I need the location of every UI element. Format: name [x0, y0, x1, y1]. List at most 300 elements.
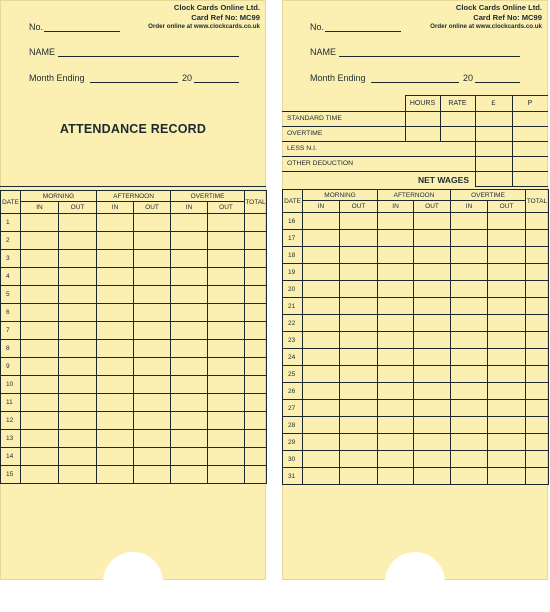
overtime-in-cell[interactable] — [171, 340, 208, 358]
total-cell[interactable] — [526, 213, 549, 230]
day-number: 6 — [1, 304, 21, 322]
morning-out-cell[interactable] — [340, 264, 378, 281]
afternoon-out-cell[interactable] — [414, 468, 451, 485]
day-row — [1, 214, 267, 232]
afternoon-out-cell[interactable] — [414, 213, 451, 230]
overtime-in-cell[interactable] — [171, 250, 208, 268]
morning-out-cell[interactable] — [340, 434, 378, 451]
overtime-in-cell[interactable] — [451, 281, 488, 298]
total-cell[interactable] — [526, 332, 549, 349]
afternoon-out-cell[interactable] — [134, 268, 171, 286]
morning-out-cell[interactable] — [59, 412, 97, 430]
afternoon-in-cell[interactable] — [97, 358, 134, 376]
attendance-table-back — [282, 189, 549, 485]
overtime-in-cell[interactable] — [451, 434, 488, 451]
total-cell[interactable] — [245, 358, 267, 376]
morning-out-cell[interactable] — [59, 358, 97, 376]
afternoon-out-cell[interactable] — [134, 286, 171, 304]
name-label: NAME — [310, 47, 337, 57]
total-cell[interactable] — [245, 430, 267, 448]
day-number: 5 — [1, 286, 21, 304]
attendance-record-title: ATTENDANCE RECORD — [59, 122, 207, 136]
morning-header: MORNING — [21, 191, 97, 202]
morning-in-cell[interactable] — [303, 230, 340, 247]
morning-out-cell[interactable] — [340, 213, 378, 230]
day-number: 12 — [1, 412, 21, 430]
overtime-out-cell[interactable] — [488, 247, 526, 264]
card-ref: Card Ref No: MC99 — [473, 12, 542, 22]
morning-in-cell[interactable] — [303, 332, 340, 349]
afternoon-in-cell[interactable] — [378, 366, 414, 383]
day-number: 14 — [1, 448, 21, 466]
afternoon-out-cell[interactable] — [414, 264, 451, 281]
afternoon-in-cell[interactable] — [97, 322, 134, 340]
afternoon-in-cell[interactable] — [97, 340, 134, 358]
total-cell[interactable] — [526, 230, 549, 247]
total-cell[interactable] — [526, 298, 549, 315]
overtime-in-cell[interactable] — [171, 304, 208, 322]
afternoon-out-cell[interactable] — [414, 247, 451, 264]
total-cell[interactable] — [245, 412, 267, 430]
date-header: DATE — [283, 190, 303, 213]
overtime-out-cell[interactable] — [488, 281, 526, 298]
afternoon-out-cell[interactable] — [134, 232, 171, 250]
day-row — [283, 400, 549, 417]
overtime-in-cell[interactable] — [171, 322, 208, 340]
morning-out-cell[interactable] — [59, 232, 97, 250]
other-deduction-label: OTHER DEDUCTION — [287, 160, 354, 167]
day-row — [1, 430, 267, 448]
total-cell[interactable] — [526, 247, 549, 264]
afternoon-in-cell[interactable] — [378, 315, 414, 332]
total-cell[interactable] — [526, 434, 549, 451]
afternoon-in-cell[interactable] — [97, 268, 134, 286]
total-cell[interactable] — [245, 304, 267, 322]
afternoon-in-header: IN — [378, 201, 414, 213]
afternoon-out-cell[interactable] — [414, 332, 451, 349]
afternoon-out-cell[interactable] — [414, 400, 451, 417]
afternoon-in-cell[interactable] — [378, 349, 414, 366]
morning-in-cell[interactable] — [21, 430, 59, 448]
day-number: 16 — [283, 213, 303, 230]
day-row — [1, 232, 267, 250]
afternoon-in-cell[interactable] — [378, 468, 414, 485]
year-prefix: 20 — [463, 73, 474, 83]
overtime-label: OVERTIME — [287, 130, 323, 137]
card-notch — [103, 552, 163, 612]
overtime-out-cell[interactable] — [488, 468, 526, 485]
total-cell[interactable] — [526, 315, 549, 332]
total-cell[interactable] — [245, 394, 267, 412]
overtime-in-cell[interactable] — [451, 315, 488, 332]
morning-out-cell[interactable] — [59, 448, 97, 466]
day-row — [1, 268, 267, 286]
overtime-in-header: IN — [451, 201, 488, 213]
morning-out-cell[interactable] — [59, 322, 97, 340]
afternoon-in-cell[interactable] — [97, 250, 134, 268]
afternoon-out-cell[interactable] — [414, 434, 451, 451]
day-number: 10 — [1, 376, 21, 394]
name-line[interactable] — [58, 56, 239, 57]
day-number: 30 — [283, 451, 303, 468]
standard-time-label: STANDARD TIME — [287, 115, 342, 122]
afternoon-out-cell[interactable] — [414, 366, 451, 383]
morning-in-cell[interactable] — [21, 214, 59, 232]
afternoon-in-cell[interactable] — [97, 466, 134, 484]
morning-out-cell[interactable] — [59, 286, 97, 304]
morning-out-cell[interactable] — [340, 298, 378, 315]
morning-out-cell[interactable] — [59, 466, 97, 484]
afternoon-out-cell[interactable] — [414, 451, 451, 468]
overtime-in-cell[interactable] — [171, 448, 208, 466]
overtime-out-cell[interactable] — [488, 213, 526, 230]
morning-out-cell[interactable] — [59, 340, 97, 358]
overtime-in-cell[interactable] — [451, 400, 488, 417]
overtime-in-cell[interactable] — [451, 247, 488, 264]
overtime-out-cell[interactable] — [488, 451, 526, 468]
month-ending-line[interactable] — [371, 82, 459, 83]
morning-out-cell[interactable] — [340, 366, 378, 383]
morning-in-cell[interactable] — [21, 376, 59, 394]
total-cell[interactable] — [245, 268, 267, 286]
morning-in-cell[interactable] — [303, 213, 340, 230]
total-cell[interactable] — [245, 448, 267, 466]
day-row — [1, 376, 267, 394]
morning-out-cell[interactable] — [59, 430, 97, 448]
afternoon-in-cell[interactable] — [97, 376, 134, 394]
morning-in-cell[interactable] — [21, 448, 59, 466]
morning-out-header: OUT — [59, 202, 97, 214]
year-line[interactable] — [194, 82, 239, 83]
order-online-text: Order online at www.clockcards.co.uk — [430, 23, 542, 30]
morning-out-cell[interactable] — [340, 247, 378, 264]
morning-in-cell[interactable] — [21, 250, 59, 268]
number-line[interactable] — [325, 31, 401, 32]
overtime-out-cell[interactable] — [488, 332, 526, 349]
day-row — [283, 434, 549, 451]
overtime-out-cell[interactable] — [208, 358, 245, 376]
card-notch — [385, 552, 445, 612]
morning-out-cell[interactable] — [340, 451, 378, 468]
overtime-in-cell[interactable] — [451, 298, 488, 315]
overtime-in-cell[interactable] — [451, 349, 488, 366]
rate-header: RATE — [448, 99, 467, 107]
morning-out-cell[interactable] — [340, 400, 378, 417]
morning-out-cell[interactable] — [59, 250, 97, 268]
afternoon-in-cell[interactable] — [378, 213, 414, 230]
overtime-out-cell[interactable] — [488, 315, 526, 332]
total-cell[interactable] — [245, 376, 267, 394]
morning-in-cell[interactable] — [303, 434, 340, 451]
afternoon-out-cell[interactable] — [414, 417, 451, 434]
morning-in-header: IN — [303, 201, 340, 213]
day-number: 1 — [1, 214, 21, 232]
overtime-out-cell[interactable] — [488, 349, 526, 366]
total-header: TOTAL — [245, 191, 267, 214]
clock-card-front — [0, 0, 266, 580]
overtime-in-cell[interactable] — [451, 451, 488, 468]
afternoon-out-cell[interactable] — [134, 448, 171, 466]
day-number: 19 — [283, 264, 303, 281]
afternoon-out-cell[interactable] — [414, 383, 451, 400]
day-number: 2 — [1, 232, 21, 250]
afternoon-in-cell[interactable] — [378, 230, 414, 247]
afternoon-out-cell[interactable] — [134, 394, 171, 412]
overtime-out-cell[interactable] — [488, 400, 526, 417]
day-number: 31 — [283, 468, 303, 485]
afternoon-in-cell[interactable] — [378, 281, 414, 298]
day-row — [1, 322, 267, 340]
overtime-in-cell[interactable] — [451, 332, 488, 349]
overtime-out-cell[interactable] — [208, 286, 245, 304]
overtime-in-cell[interactable] — [451, 213, 488, 230]
total-cell[interactable] — [245, 340, 267, 358]
overtime-in-cell[interactable] — [171, 430, 208, 448]
afternoon-in-cell[interactable] — [97, 304, 134, 322]
overtime-out-cell[interactable] — [488, 230, 526, 247]
overtime-out-cell[interactable] — [488, 298, 526, 315]
order-online-text: Order online at www.clockcards.co.uk — [148, 23, 260, 30]
afternoon-out-cell[interactable] — [134, 466, 171, 484]
total-cell[interactable] — [526, 451, 549, 468]
morning-in-cell[interactable] — [303, 281, 340, 298]
overtime-in-cell[interactable] — [451, 383, 488, 400]
morning-in-cell[interactable] — [21, 268, 59, 286]
day-number: 9 — [1, 358, 21, 376]
morning-in-header: IN — [21, 202, 59, 214]
afternoon-in-cell[interactable] — [378, 247, 414, 264]
afternoon-in-cell[interactable] — [378, 298, 414, 315]
day-number: 4 — [1, 268, 21, 286]
afternoon-out-cell[interactable] — [414, 315, 451, 332]
total-cell[interactable] — [526, 264, 549, 281]
day-number: 20 — [283, 281, 303, 298]
total-cell[interactable] — [245, 322, 267, 340]
morning-out-cell[interactable] — [340, 417, 378, 434]
total-cell[interactable] — [526, 400, 549, 417]
afternoon-out-cell[interactable] — [414, 298, 451, 315]
overtime-in-cell[interactable] — [171, 358, 208, 376]
day-number: 3 — [1, 250, 21, 268]
day-row — [283, 349, 549, 366]
day-number: 29 — [283, 434, 303, 451]
day-row — [1, 394, 267, 412]
overtime-out-cell[interactable] — [208, 430, 245, 448]
morning-in-cell[interactable] — [303, 417, 340, 434]
overtime-in-cell[interactable] — [171, 214, 208, 232]
card-ref: Card Ref No: MC99 — [191, 12, 260, 22]
morning-in-cell[interactable] — [21, 340, 59, 358]
afternoon-in-cell[interactable] — [97, 214, 134, 232]
morning-out-cell[interactable] — [59, 394, 97, 412]
overtime-out-cell[interactable] — [208, 466, 245, 484]
morning-out-cell[interactable] — [340, 468, 378, 485]
pence-header: P — [527, 99, 533, 107]
morning-in-cell[interactable] — [303, 366, 340, 383]
afternoon-out-cell[interactable] — [134, 322, 171, 340]
total-header: TOTAL — [526, 190, 549, 213]
name-line[interactable] — [339, 56, 520, 57]
morning-out-cell[interactable] — [59, 376, 97, 394]
overtime-out-cell[interactable] — [488, 417, 526, 434]
morning-in-cell[interactable] — [21, 394, 59, 412]
overtime-out-cell[interactable] — [488, 264, 526, 281]
company-name: Clock Cards Online Ltd. — [173, 3, 260, 12]
overtime-in-cell[interactable] — [171, 394, 208, 412]
overtime-out-cell[interactable] — [488, 366, 526, 383]
morning-out-cell[interactable] — [340, 230, 378, 247]
afternoon-in-cell[interactable] — [378, 400, 414, 417]
overtime-out-cell[interactable] — [208, 268, 245, 286]
afternoon-in-cell[interactable] — [378, 264, 414, 281]
morning-in-cell[interactable] — [21, 322, 59, 340]
overtime-in-cell[interactable] — [171, 466, 208, 484]
number-label: No. — [29, 22, 44, 32]
afternoon-out-cell[interactable] — [134, 304, 171, 322]
day-row — [283, 451, 549, 468]
overtime-in-cell[interactable] — [171, 376, 208, 394]
overtime-in-cell[interactable] — [171, 268, 208, 286]
overtime-in-cell[interactable] — [171, 286, 208, 304]
overtime-out-cell[interactable] — [208, 232, 245, 250]
afternoon-out-cell[interactable] — [134, 430, 171, 448]
day-row — [283, 247, 549, 264]
afternoon-in-cell[interactable] — [378, 332, 414, 349]
afternoon-out-cell[interactable] — [414, 230, 451, 247]
overtime-in-cell[interactable] — [451, 230, 488, 247]
day-number: 13 — [1, 430, 21, 448]
afternoon-in-cell[interactable] — [97, 232, 134, 250]
afternoon-out-header: OUT — [414, 201, 451, 213]
morning-in-cell[interactable] — [303, 468, 340, 485]
afternoon-in-cell[interactable] — [97, 430, 134, 448]
month-ending-line[interactable] — [90, 82, 178, 83]
day-number: 15 — [1, 466, 21, 484]
day-number: 26 — [283, 383, 303, 400]
morning-out-cell[interactable] — [59, 214, 97, 232]
day-row — [283, 230, 549, 247]
day-number: 25 — [283, 366, 303, 383]
afternoon-out-cell[interactable] — [134, 358, 171, 376]
total-cell[interactable] — [526, 417, 549, 434]
overtime-out-cell[interactable] — [208, 412, 245, 430]
number-label: No. — [310, 22, 325, 32]
total-cell[interactable] — [245, 286, 267, 304]
morning-in-cell[interactable] — [303, 349, 340, 366]
year-line[interactable] — [475, 82, 520, 83]
year-prefix: 20 — [182, 73, 193, 83]
afternoon-in-cell[interactable] — [378, 451, 414, 468]
total-cell[interactable] — [526, 349, 549, 366]
day-number: 7 — [1, 322, 21, 340]
day-row — [283, 315, 549, 332]
morning-in-cell[interactable] — [21, 304, 59, 322]
afternoon-in-cell[interactable] — [97, 412, 134, 430]
morning-in-cell[interactable] — [21, 358, 59, 376]
total-cell[interactable] — [245, 250, 267, 268]
morning-in-cell[interactable] — [303, 451, 340, 468]
overtime-out-cell[interactable] — [208, 340, 245, 358]
total-cell[interactable] — [245, 232, 267, 250]
total-cell[interactable] — [526, 468, 549, 485]
morning-in-cell[interactable] — [303, 264, 340, 281]
morning-in-cell[interactable] — [21, 232, 59, 250]
overtime-out-cell[interactable] — [208, 376, 245, 394]
afternoon-in-cell[interactable] — [378, 383, 414, 400]
total-cell[interactable] — [245, 214, 267, 232]
morning-in-cell[interactable] — [303, 247, 340, 264]
day-row — [1, 250, 267, 268]
morning-in-cell[interactable] — [303, 315, 340, 332]
overtime-in-cell[interactable] — [451, 264, 488, 281]
morning-header: MORNING — [303, 190, 378, 201]
morning-in-cell[interactable] — [21, 412, 59, 430]
afternoon-in-cell[interactable] — [378, 434, 414, 451]
less-ni-label: LESS N.I. — [287, 145, 317, 152]
afternoon-in-cell[interactable] — [97, 286, 134, 304]
morning-in-cell[interactable] — [303, 400, 340, 417]
day-row — [1, 340, 267, 358]
morning-out-cell[interactable] — [59, 304, 97, 322]
afternoon-out-cell[interactable] — [134, 376, 171, 394]
afternoon-out-cell[interactable] — [414, 349, 451, 366]
overtime-out-cell[interactable] — [208, 250, 245, 268]
overtime-in-cell[interactable] — [171, 412, 208, 430]
total-cell[interactable] — [526, 366, 549, 383]
overtime-out-cell[interactable] — [208, 214, 245, 232]
afternoon-out-cell[interactable] — [134, 340, 171, 358]
morning-in-cell[interactable] — [303, 298, 340, 315]
afternoon-in-cell[interactable] — [97, 448, 134, 466]
afternoon-out-cell[interactable] — [134, 250, 171, 268]
afternoon-in-cell[interactable] — [378, 417, 414, 434]
total-cell[interactable] — [245, 466, 267, 484]
overtime-header: OVERTIME — [171, 191, 245, 202]
morning-out-cell[interactable] — [340, 332, 378, 349]
morning-in-cell[interactable] — [21, 286, 59, 304]
morning-out-cell[interactable] — [340, 315, 378, 332]
overtime-out-cell[interactable] — [208, 322, 245, 340]
overtime-in-cell[interactable] — [451, 366, 488, 383]
overtime-out-cell[interactable] — [208, 304, 245, 322]
afternoon-out-cell[interactable] — [414, 281, 451, 298]
total-cell[interactable] — [526, 281, 549, 298]
morning-out-cell[interactable] — [59, 268, 97, 286]
total-cell[interactable] — [526, 383, 549, 400]
overtime-out-cell[interactable] — [488, 434, 526, 451]
afternoon-out-cell[interactable] — [134, 214, 171, 232]
afternoon-out-cell[interactable] — [134, 412, 171, 430]
number-line[interactable] — [44, 31, 120, 32]
morning-in-cell[interactable] — [21, 466, 59, 484]
overtime-in-cell[interactable] — [171, 232, 208, 250]
hours-header: HOURS — [409, 99, 436, 107]
morning-out-cell[interactable] — [340, 383, 378, 400]
overtime-out-cell[interactable] — [488, 383, 526, 400]
overtime-out-cell[interactable] — [208, 448, 245, 466]
overtime-out-cell[interactable] — [208, 394, 245, 412]
day-number: 11 — [1, 394, 21, 412]
company-info — [148, 3, 260, 32]
overtime-in-cell[interactable] — [451, 468, 488, 485]
morning-in-cell[interactable] — [303, 383, 340, 400]
afternoon-in-cell[interactable] — [97, 394, 134, 412]
day-row — [1, 412, 267, 430]
day-row — [283, 213, 549, 230]
morning-out-cell[interactable] — [340, 349, 378, 366]
morning-out-cell[interactable] — [340, 281, 378, 298]
overtime-in-cell[interactable] — [451, 417, 488, 434]
